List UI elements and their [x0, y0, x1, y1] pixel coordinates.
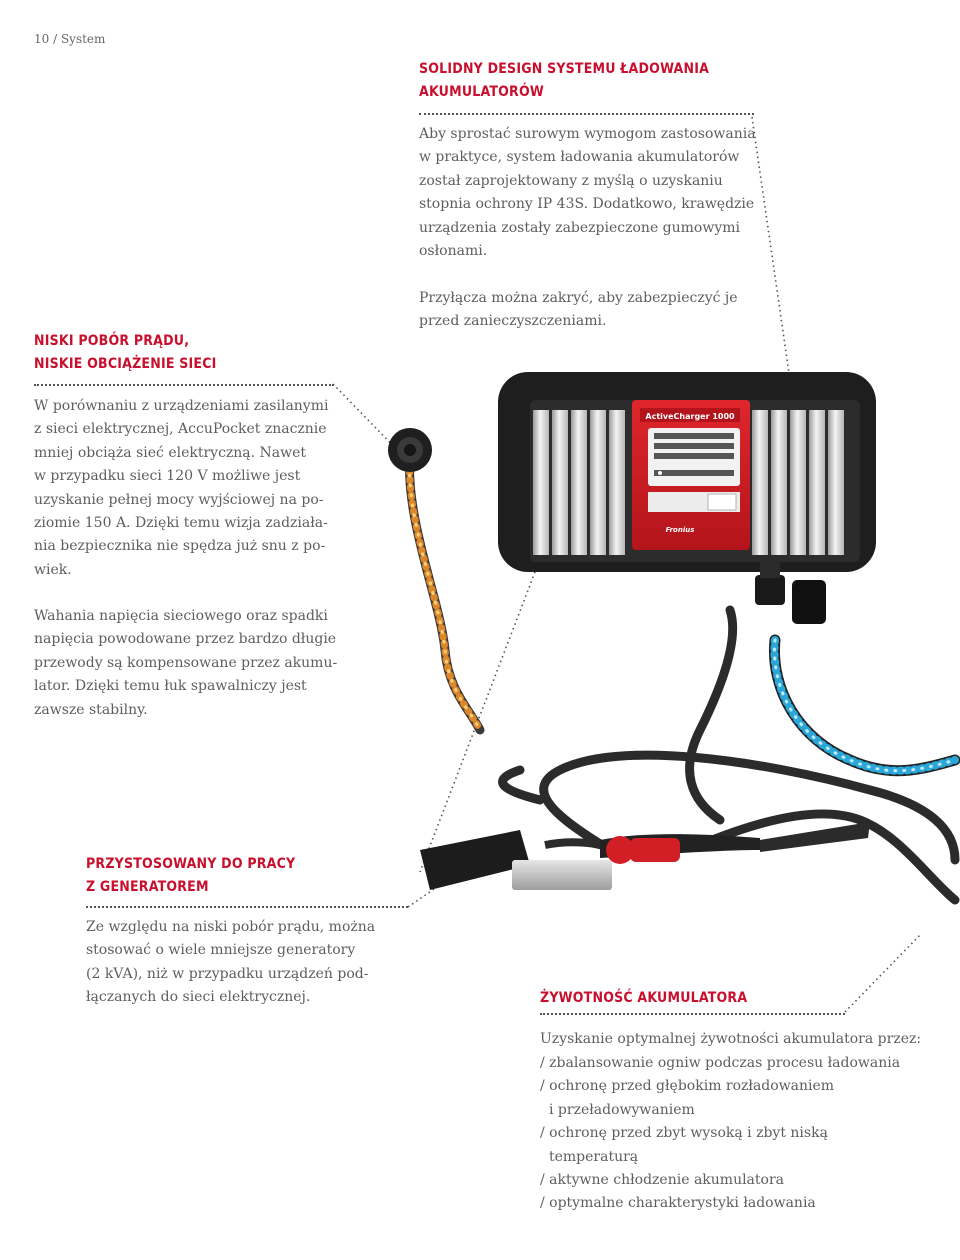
list-item: / zbalansowanie ogniw podczas procesu ładowania: [540, 1055, 901, 1071]
generator-paragraph: Ze względu na niski pobór prądu, można stosować o wiele mniejsze generatory (2 kVA), niż w przypadku urządzeń pod- łączanych do sieci elektrycznej.: [86, 919, 376, 1006]
leader-design: [752, 117, 790, 380]
list-item: / aktywne chłodzenie akumulatora: [540, 1172, 785, 1189]
battery-life-divider: [540, 1013, 845, 1015]
connector-cover-icon: [792, 580, 826, 624]
device-model-label: ActiveCharger 1000: [645, 412, 735, 421]
output-connector-icon: [755, 575, 785, 605]
design-paragraph-1: Aby sprostać surowym wymogom zastosowania w praktyce, system ładowania akumulatorów został zaprojektowany z myślą o uzyskaniu stopnia ochrony IP 43S. Dodatkowo, krawędzie urządzenia zostały zabezpieczone gumowymi osłonami.: [419, 126, 756, 260]
low-power-paragraph-2: Wahania napięcia sieciowego oraz spadki napięcia powodowane przez bardzo długie przewody są kompensowane przez akumu- lator. Dzięki temu łuk spawalniczy jest zawsze stabilny.: [34, 608, 338, 718]
list-item: / ochronę przed zbyt wysoką i zbyt niską temperaturą: [540, 1125, 828, 1165]
low-power-divider: [34, 384, 334, 386]
low-power-heading: NISKI POBÓR PRĄDU, NISKIE OBCIĄŻENIE SIECI: [34, 333, 217, 372]
blue-cable: [774, 640, 955, 771]
leader-battery-life: [845, 935, 920, 1012]
battery-life-heading: ŻYWOTNOŚĆ AKUMULATORA: [540, 990, 748, 1006]
design-divider: [419, 113, 754, 115]
list-item: / ochronę przed głębokim rozładowaniem i przeładowywaniem: [540, 1078, 835, 1118]
design-heading: SOLIDNY DESIGN SYSTEMU ŁADOWANIA AKUMULATORÓW: [419, 61, 710, 100]
page-label: 10 / System: [34, 32, 106, 46]
status-led-icon: [658, 471, 662, 475]
generator-heading: PRZYSTOSOWANY DO PRACY Z GENERATOREM: [86, 856, 296, 895]
low-power-paragraph-1: W porównaniu z urządzeniami zasilanymi z sieci elektrycznej, AccuPocket znacznie mniej obciąża sieć elektryczną. Nawet w przypadku sieci 120 V możliwe jest uzyskanie pełnej mocy wyjściowej na po- ziomie 150 A. Dzięki temu wizja zadziała- nia bezpiecznika nie spędza już snu z po- wiek.: [34, 398, 329, 578]
battery-life-intro: Uzyskanie optymalnej żywotności akumulatora przez:: [540, 1031, 922, 1047]
charger-device: [498, 372, 876, 624]
battery-life-list: [540, 1052, 900, 1216]
brand-label: Fronius: [665, 526, 695, 534]
design-paragraph-2: Przyłącza można zakryć, aby zabezpieczyć je przed zanieczyszczeniami.: [419, 290, 738, 330]
orange-cable: [410, 455, 480, 730]
generator-divider: [86, 906, 408, 908]
earth-clamp-icon: [420, 830, 612, 890]
list-item: / optymalne charakterystyki ładowania: [540, 1195, 816, 1212]
